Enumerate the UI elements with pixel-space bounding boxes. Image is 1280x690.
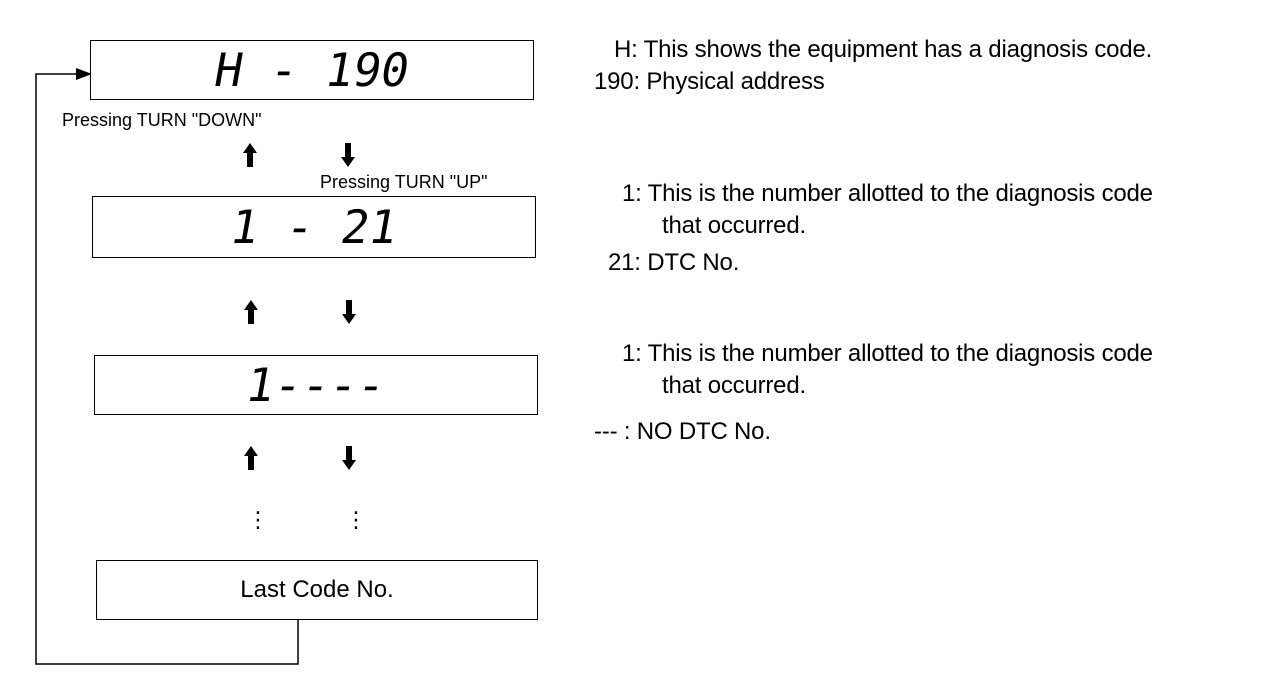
pressing-up-label: Pressing TURN "UP" xyxy=(320,172,488,192)
desc-h-code: H: This shows the equipment has a diagnosis code. xyxy=(614,36,1153,63)
desc-that-occurred: that occurred. xyxy=(662,212,806,239)
desc-number-allotted: 1: This is the number allotted to the diagnosis code xyxy=(622,340,1153,367)
continuation-dots-right: ⋮ xyxy=(345,507,367,532)
down-arrow-icon xyxy=(342,300,356,324)
display-dtc-code-text: 1 - 21 xyxy=(226,200,402,254)
up-arrow-icon xyxy=(243,143,257,167)
up-arrow-icon xyxy=(244,300,258,324)
down-arrow-icon xyxy=(341,143,355,167)
continuation-dots-left: ⋮ xyxy=(247,507,269,532)
display-physical-address-text: H - 190 xyxy=(210,43,414,97)
desc-that-occurred: that occurred. xyxy=(662,372,806,399)
desc-number-allotted: 1: This is the number allotted to the diagnosis code xyxy=(622,180,1153,207)
display-dtc-code xyxy=(92,196,536,258)
desc-physical-address: 190: Physical address xyxy=(594,68,825,95)
last-code-label: Last Code No. xyxy=(240,576,394,603)
pressing-down-label: Pressing TURN "DOWN" xyxy=(62,110,262,130)
display-no-dtc-text: 1---- xyxy=(241,358,390,412)
desc-dtc-no: 21: DTC No. xyxy=(608,249,740,276)
desc-no-dtc: --- : NO DTC No. xyxy=(594,418,771,445)
display-no-dtc xyxy=(94,355,538,415)
display-physical-address xyxy=(90,40,534,100)
down-arrow-icon xyxy=(342,446,356,470)
up-arrow-icon xyxy=(244,446,258,470)
last-code-box xyxy=(96,560,538,620)
